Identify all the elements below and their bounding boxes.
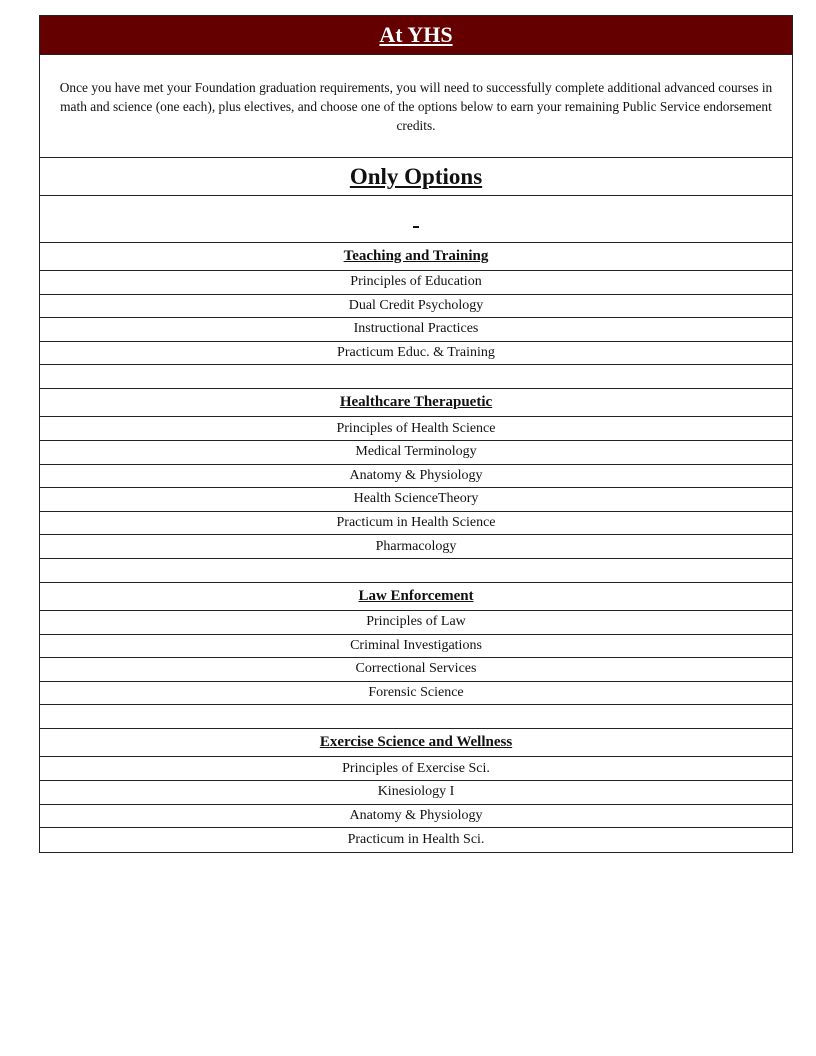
course-name: Practicum in Health Science xyxy=(336,515,496,531)
course-name: Criminal Investigations xyxy=(350,637,482,653)
category-heading-row xyxy=(40,729,792,757)
course-name: Principles of Law xyxy=(366,614,466,630)
category-heading-row xyxy=(40,583,792,611)
dash-cell xyxy=(40,196,792,243)
spacer-row xyxy=(40,559,792,583)
course-row xyxy=(40,512,792,536)
course-name: Kinesiology I xyxy=(377,784,455,800)
course-name: Practicum Educ. & Training xyxy=(337,345,495,361)
dash-mark xyxy=(413,226,419,228)
course-name: Forensic Science xyxy=(368,685,464,701)
spacer-row xyxy=(40,365,792,389)
course-row xyxy=(40,805,792,829)
course-row xyxy=(40,757,792,781)
course-row xyxy=(40,441,792,465)
course-row xyxy=(40,417,792,441)
course-name: Dual Credit Psychology xyxy=(348,297,484,313)
intro-text: Once you have met your Foundation graduation requirements, you will need to successfully complete additional advanced courses in math and science (one each), plus electives, and choose one of the options below to earn your remaining Public Service endorsement credits. xyxy=(59,79,773,133)
course-name: Health ScienceTheory xyxy=(353,491,479,507)
course-row xyxy=(40,465,792,489)
endorsement-table xyxy=(39,15,793,853)
course-name: Pharmacology xyxy=(375,538,457,554)
course-row xyxy=(40,682,792,706)
course-row xyxy=(40,318,792,342)
spacer-row xyxy=(40,705,792,729)
category-heading-row xyxy=(40,243,792,271)
category-heading: Exercise Science and Wellness xyxy=(319,734,513,751)
category-heading-row xyxy=(40,389,792,417)
course-name: Principles of Exercise Sci. xyxy=(342,760,490,776)
intro-cell xyxy=(40,55,792,158)
course-name: Instructional Practices xyxy=(353,321,479,337)
category-heading: Teaching and Training xyxy=(343,248,489,264)
title-banner xyxy=(40,16,792,55)
course-name: Practicum in Health Sci. xyxy=(347,831,485,847)
course-row xyxy=(40,342,792,366)
course-row xyxy=(40,611,792,635)
course-row xyxy=(40,295,792,319)
course-name: Principles of Education xyxy=(350,274,482,290)
course-row xyxy=(40,658,792,682)
course-name: Anatomy & Physiology xyxy=(349,467,483,483)
options-heading: Only Options xyxy=(349,163,483,189)
options-heading-cell xyxy=(40,158,792,196)
category-heading: Law Enforcement xyxy=(358,587,474,604)
course-row xyxy=(40,781,792,805)
course-name: Correctional Services xyxy=(355,661,477,677)
course-row xyxy=(40,635,792,659)
course-row xyxy=(40,488,792,512)
course-name: Principles of Health Science xyxy=(336,420,496,436)
course-row xyxy=(40,271,792,295)
course-name: Medical Terminology xyxy=(355,444,477,460)
course-name: Anatomy & Physiology xyxy=(349,807,483,823)
category-heading: Healthcare Therapuetic xyxy=(339,394,493,411)
page-title: At YHS xyxy=(379,22,453,47)
course-row xyxy=(40,828,792,852)
course-row xyxy=(40,535,792,559)
